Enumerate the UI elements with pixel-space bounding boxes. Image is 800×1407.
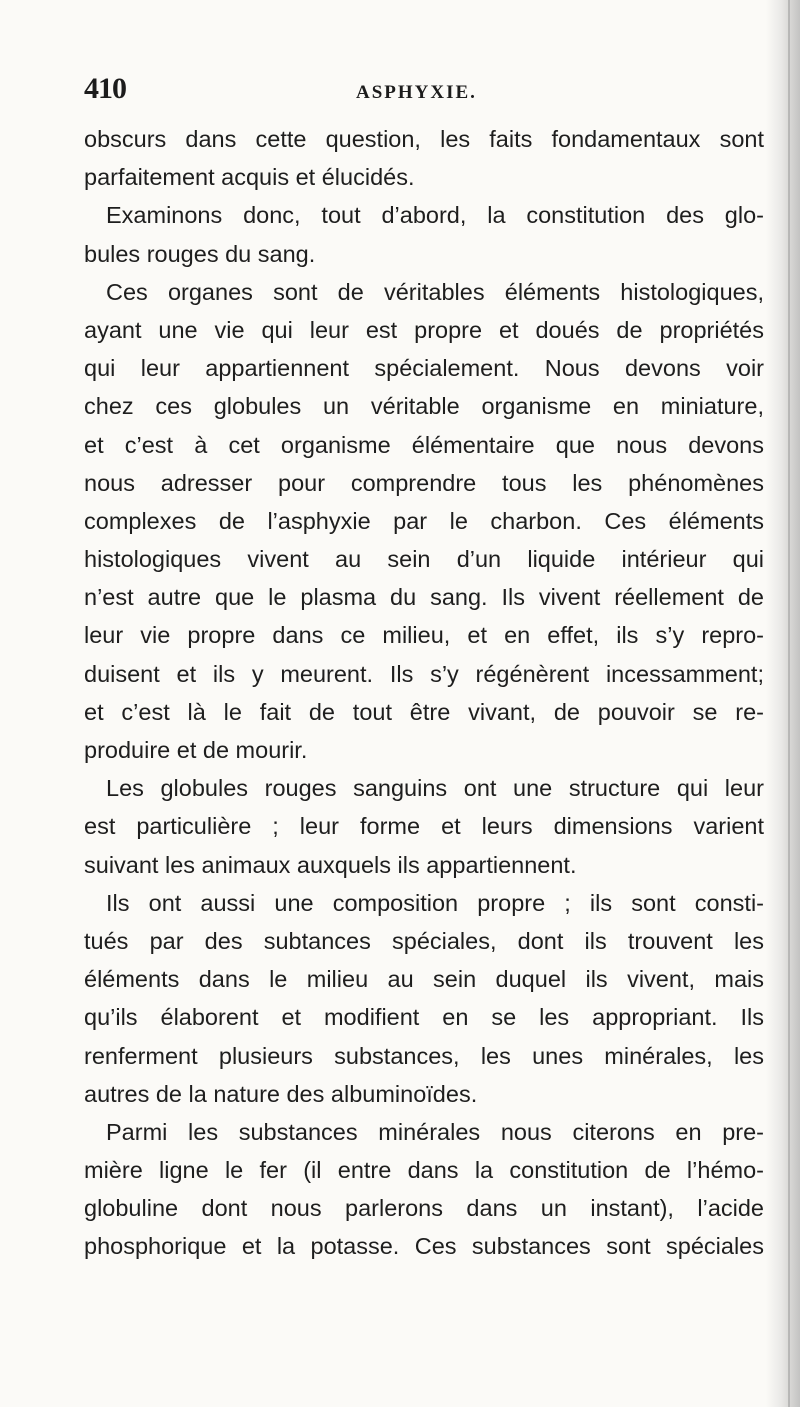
text-line: bules rouges du sang.: [84, 240, 316, 267]
text-line: Examinons donc, tout d’abord, la constitution des glo-: [106, 202, 764, 229]
text-line: n’est autre que le plasma du sang. Ils vivent réellement de: [84, 584, 764, 611]
text-line: globuline dont nous parlerons dans un instant), l’acide: [84, 1195, 764, 1222]
binding-shadow: [766, 0, 800, 1407]
page-number: 410: [84, 72, 126, 105]
body-text: [84, 120, 764, 1266]
text-line: et c’est là le fait de tout être vivant, de pouvoir se re-: [84, 698, 764, 725]
text-line: ayant une vie qui leur est propre et doués de propriétés: [84, 316, 764, 343]
text-line: qu’ils élaborent et modifient en se les appropriant. Ils: [84, 1004, 764, 1031]
text-line: Ils ont aussi une composition propre ; ils sont consti-: [106, 889, 764, 916]
text-line: renferment plusieurs substances, les unes minérales, les: [84, 1042, 764, 1069]
text-line: parfaitement acquis et élucidés.: [84, 164, 415, 191]
text-line: qui leur appartiennent spécialement. Nous devons voir: [84, 355, 764, 382]
page-header: [84, 72, 764, 108]
text-line: tués par des subtances spéciales, dont ils trouvent les: [84, 927, 764, 954]
text-line: duisent et ils y meurent. Ils s’y régénèrent incessamment;: [84, 660, 764, 687]
text-line: Ces organes sont de véritables éléments histologiques,: [106, 278, 764, 305]
text-line: leur vie propre dans ce milieu, et en effet, ils s’y repro-: [84, 622, 764, 649]
text-line: Parmi les substances minérales nous citerons en pre-: [106, 1118, 764, 1145]
binding-edge-line: [788, 0, 790, 1407]
text-line: phosphorique et la potasse. Ces substances sont spéciales: [84, 1233, 764, 1260]
text-line: mière ligne le fer (il entre dans la constitution de l’hémo-: [84, 1157, 764, 1184]
text-line: produire et de mourir.: [84, 737, 308, 763]
text-line: et c’est à cet organisme élémentaire que nous devons: [84, 431, 764, 458]
text-line: Les globules rouges sanguins ont une structure qui leur: [106, 775, 764, 802]
text-line: nous adresser pour comprendre tous les phénomènes: [84, 469, 764, 496]
text-line: complexes de l’asphyxie par le charbon. Ces éléments: [84, 507, 764, 534]
running-head: ASPHYXIE.: [356, 82, 477, 103]
text-line: suivant les animaux auxquels ils appartiennent.: [84, 851, 577, 878]
text-line: est particulière ; leur forme et leurs dimensions varient: [84, 813, 764, 840]
text-line: histologiques vivent au sein d’un liquide intérieur qui: [84, 546, 764, 573]
text-line: autres de la nature des albuminoïdes.: [84, 1080, 478, 1107]
text-line: obscurs dans cette question, les faits fondamentaux sont: [84, 126, 764, 152]
text-line: chez ces globules un véritable organisme en miniature,: [84, 393, 764, 420]
text-line: éléments dans le milieu au sein duquel ils vivent, mais: [84, 966, 764, 993]
